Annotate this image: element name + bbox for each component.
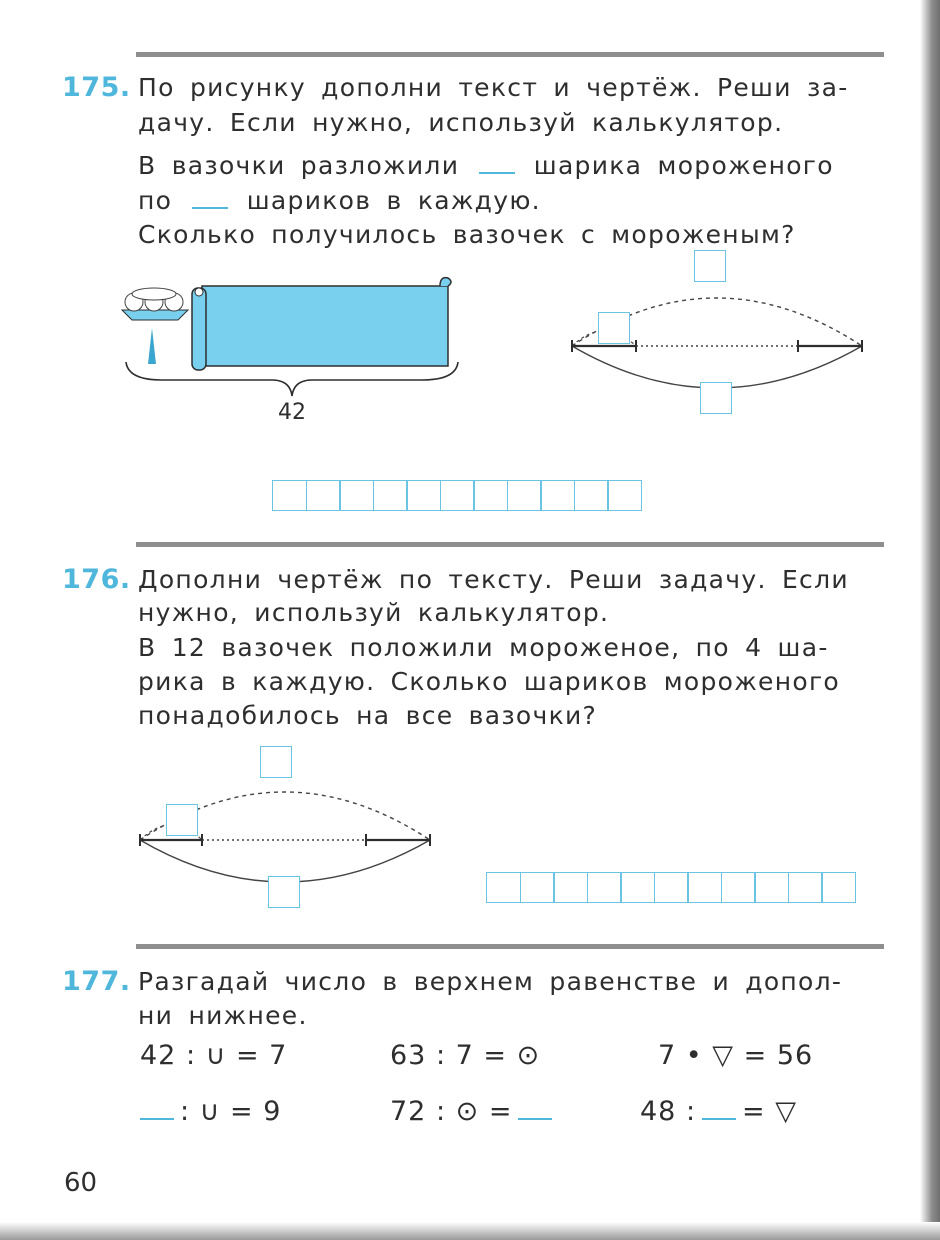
task-number-177: 177. <box>62 966 131 997</box>
vase-stem <box>148 328 156 364</box>
arc-bottom-box-176[interactable] <box>268 876 300 908</box>
task175-line4b: шариков в каждую. <box>246 186 541 215</box>
arc-small-box-175[interactable] <box>598 312 630 344</box>
task-number-176: 176. <box>62 564 131 595</box>
task176-line3: В 12 вазочек положили мороженое, по 4 ша- <box>138 633 829 662</box>
section-rule-175 <box>136 52 884 57</box>
equation-r2c3-left: 48 : <box>640 1096 697 1127</box>
task176-line2: нужно, используй калькулятор. <box>138 598 610 627</box>
task175-line4 <box>138 185 541 215</box>
ice-cream-ball-top <box>132 288 176 300</box>
task175-line3a: В вазочки разложили <box>138 151 460 180</box>
arc-top-box-175[interactable] <box>694 250 726 282</box>
task176-line1: Дополни чертёж по тексту. Реши задачу. Если <box>138 565 849 594</box>
blank-total-input[interactable] <box>479 150 515 174</box>
task177-line1: Разгадай число в верхнем равенстве и допол- <box>138 967 843 996</box>
equation-r1c2: 63 : 7 = ⊙ <box>390 1040 541 1071</box>
task175-line1: По рисунку дополни текст и чертёж. Реши за- <box>138 73 849 102</box>
equation-r2c2 <box>390 1096 558 1127</box>
equation-r2c2-text: 72 : ⊙ = <box>390 1096 513 1127</box>
answer-cells-176[interactable] <box>486 872 855 903</box>
scroll-roll-left <box>192 288 206 370</box>
scroll-body <box>202 286 448 366</box>
task175-line4a: по <box>138 186 173 215</box>
section-rule-176 <box>136 542 884 547</box>
equation-blank-r2c2[interactable] <box>518 1096 552 1120</box>
task176-line4: рика в каждую. Сколько шариков мороженого <box>138 667 841 696</box>
equation-r2c3-right: = ▽ <box>742 1096 798 1127</box>
equation-blank-r2c1[interactable] <box>140 1096 174 1120</box>
blank-per-vase-input[interactable] <box>192 185 228 209</box>
page-bottom-shadow <box>0 1222 940 1240</box>
equation-r1c1: 42 : ∪ = 7 <box>140 1040 288 1071</box>
scroll-curl-right <box>440 278 451 286</box>
task175-line5: Сколько получилось вазочек с мороженым? <box>138 220 796 249</box>
equation-r2c1-text: : ∪ = 9 <box>180 1096 282 1127</box>
answer-cells-175[interactable] <box>272 480 641 511</box>
arc-small-box-176[interactable] <box>166 804 198 836</box>
task175-line3b: шарика мороженого <box>533 151 834 180</box>
brace-label: 42 <box>278 400 306 425</box>
page-edge-shadow <box>920 0 940 1240</box>
task-number-175: 175. <box>62 72 131 103</box>
brace-path <box>126 362 458 396</box>
scroll-knob <box>195 288 203 296</box>
equation-r1c3: 7 • ▽ = 56 <box>658 1040 814 1071</box>
equation-r2c3 <box>640 1096 797 1127</box>
equation-blank-r2c3[interactable] <box>702 1096 736 1120</box>
task175-line2: дачу. Если нужно, используй калькулятор. <box>138 108 784 137</box>
page-number: 60 <box>64 1168 98 1198</box>
task175-line3 <box>138 150 834 180</box>
task176-line5: понадобилось на все вазочки? <box>138 701 598 730</box>
vase-bowl <box>122 310 188 320</box>
arc-bottom-box-175[interactable] <box>700 382 732 414</box>
equation-r2c1 <box>134 1096 281 1127</box>
section-rule-177 <box>136 944 884 949</box>
task177-line2: ни нижнее. <box>138 1001 308 1030</box>
curly-brace <box>122 360 462 400</box>
